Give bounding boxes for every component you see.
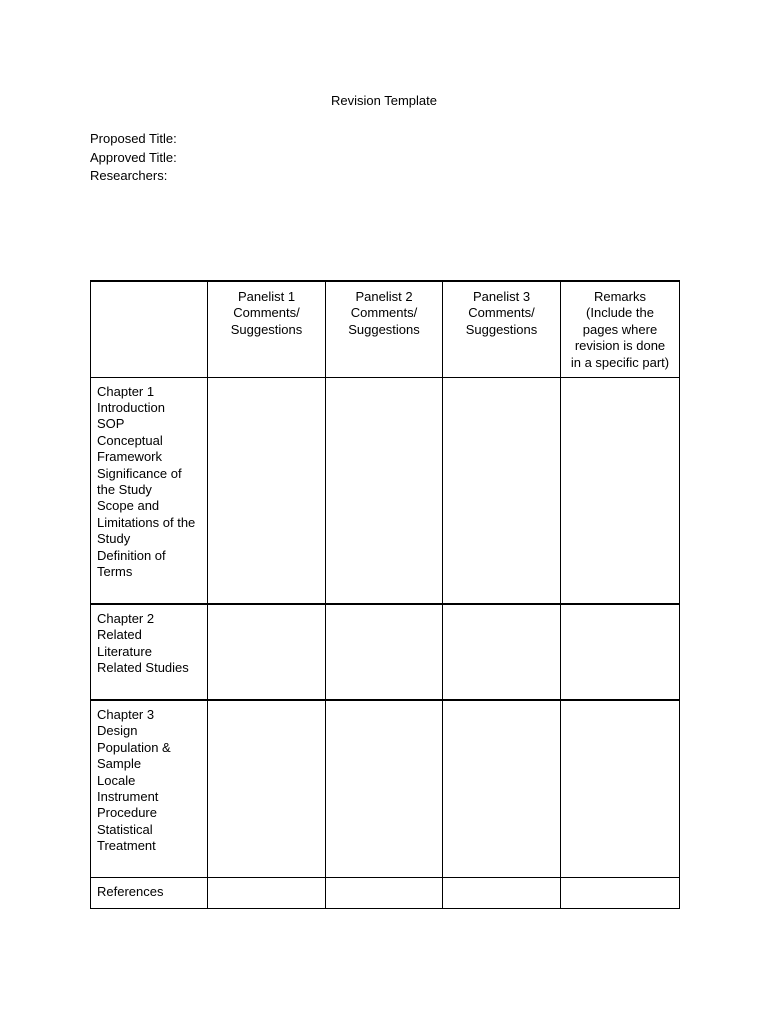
panelist-3-cell <box>443 604 561 700</box>
remarks-cell <box>561 877 680 908</box>
header-panelist-1: Panelist 1 Comments/ Suggestions <box>208 281 326 377</box>
remarks-cell <box>561 377 680 604</box>
header-panelist-3: Panelist 3 Comments/ Suggestions <box>443 281 561 377</box>
document-fields <box>90 130 177 186</box>
panelist-2-cell <box>326 700 443 877</box>
panelist-1-cell <box>208 877 326 908</box>
panelist-1-cell <box>208 700 326 877</box>
remarks-cell <box>561 604 680 700</box>
revision-table <box>90 280 680 909</box>
header-remarks: Remarks (Include the pages where revision is done in a specific part) <box>561 281 680 377</box>
panelist-2-cell <box>326 377 443 604</box>
row-label-references: References <box>91 877 208 908</box>
panelist-1-cell <box>208 604 326 700</box>
panelist-2-cell <box>326 604 443 700</box>
panelist-2-cell <box>326 877 443 908</box>
panelist-3-cell <box>443 877 561 908</box>
row-label-chapter-3: Chapter 3 Design Population & Sample Locale Instrument Procedure Statistical Treatment <box>91 700 208 877</box>
researchers-label: Researchers: <box>90 168 168 183</box>
table-row-references <box>91 877 680 908</box>
table-header-row <box>91 281 680 377</box>
proposed-title-label: Proposed Title: <box>90 131 177 146</box>
table-row-chapter-3 <box>91 700 680 877</box>
header-panelist-2: Panelist 2 Comments/ Suggestions <box>326 281 443 377</box>
panelist-3-cell <box>443 377 561 604</box>
approved-title-label: Approved Title: <box>90 149 177 165</box>
row-label-chapter-1: Chapter 1 Introduction SOP Conceptual Framework Significance of the Study Scope and Limitations of the Study Definition of Terms <box>91 377 208 604</box>
panelist-3-cell <box>443 700 561 877</box>
table-row-chapter-2 <box>91 604 680 700</box>
header-cell-empty <box>91 281 208 377</box>
remarks-cell <box>561 700 680 877</box>
row-label-chapter-2: Chapter 2 Related Literature Related Studies <box>91 604 208 700</box>
panelist-1-cell <box>208 377 326 604</box>
table-row-chapter-1 <box>91 377 680 604</box>
document-title: Revision Template <box>331 93 437 108</box>
